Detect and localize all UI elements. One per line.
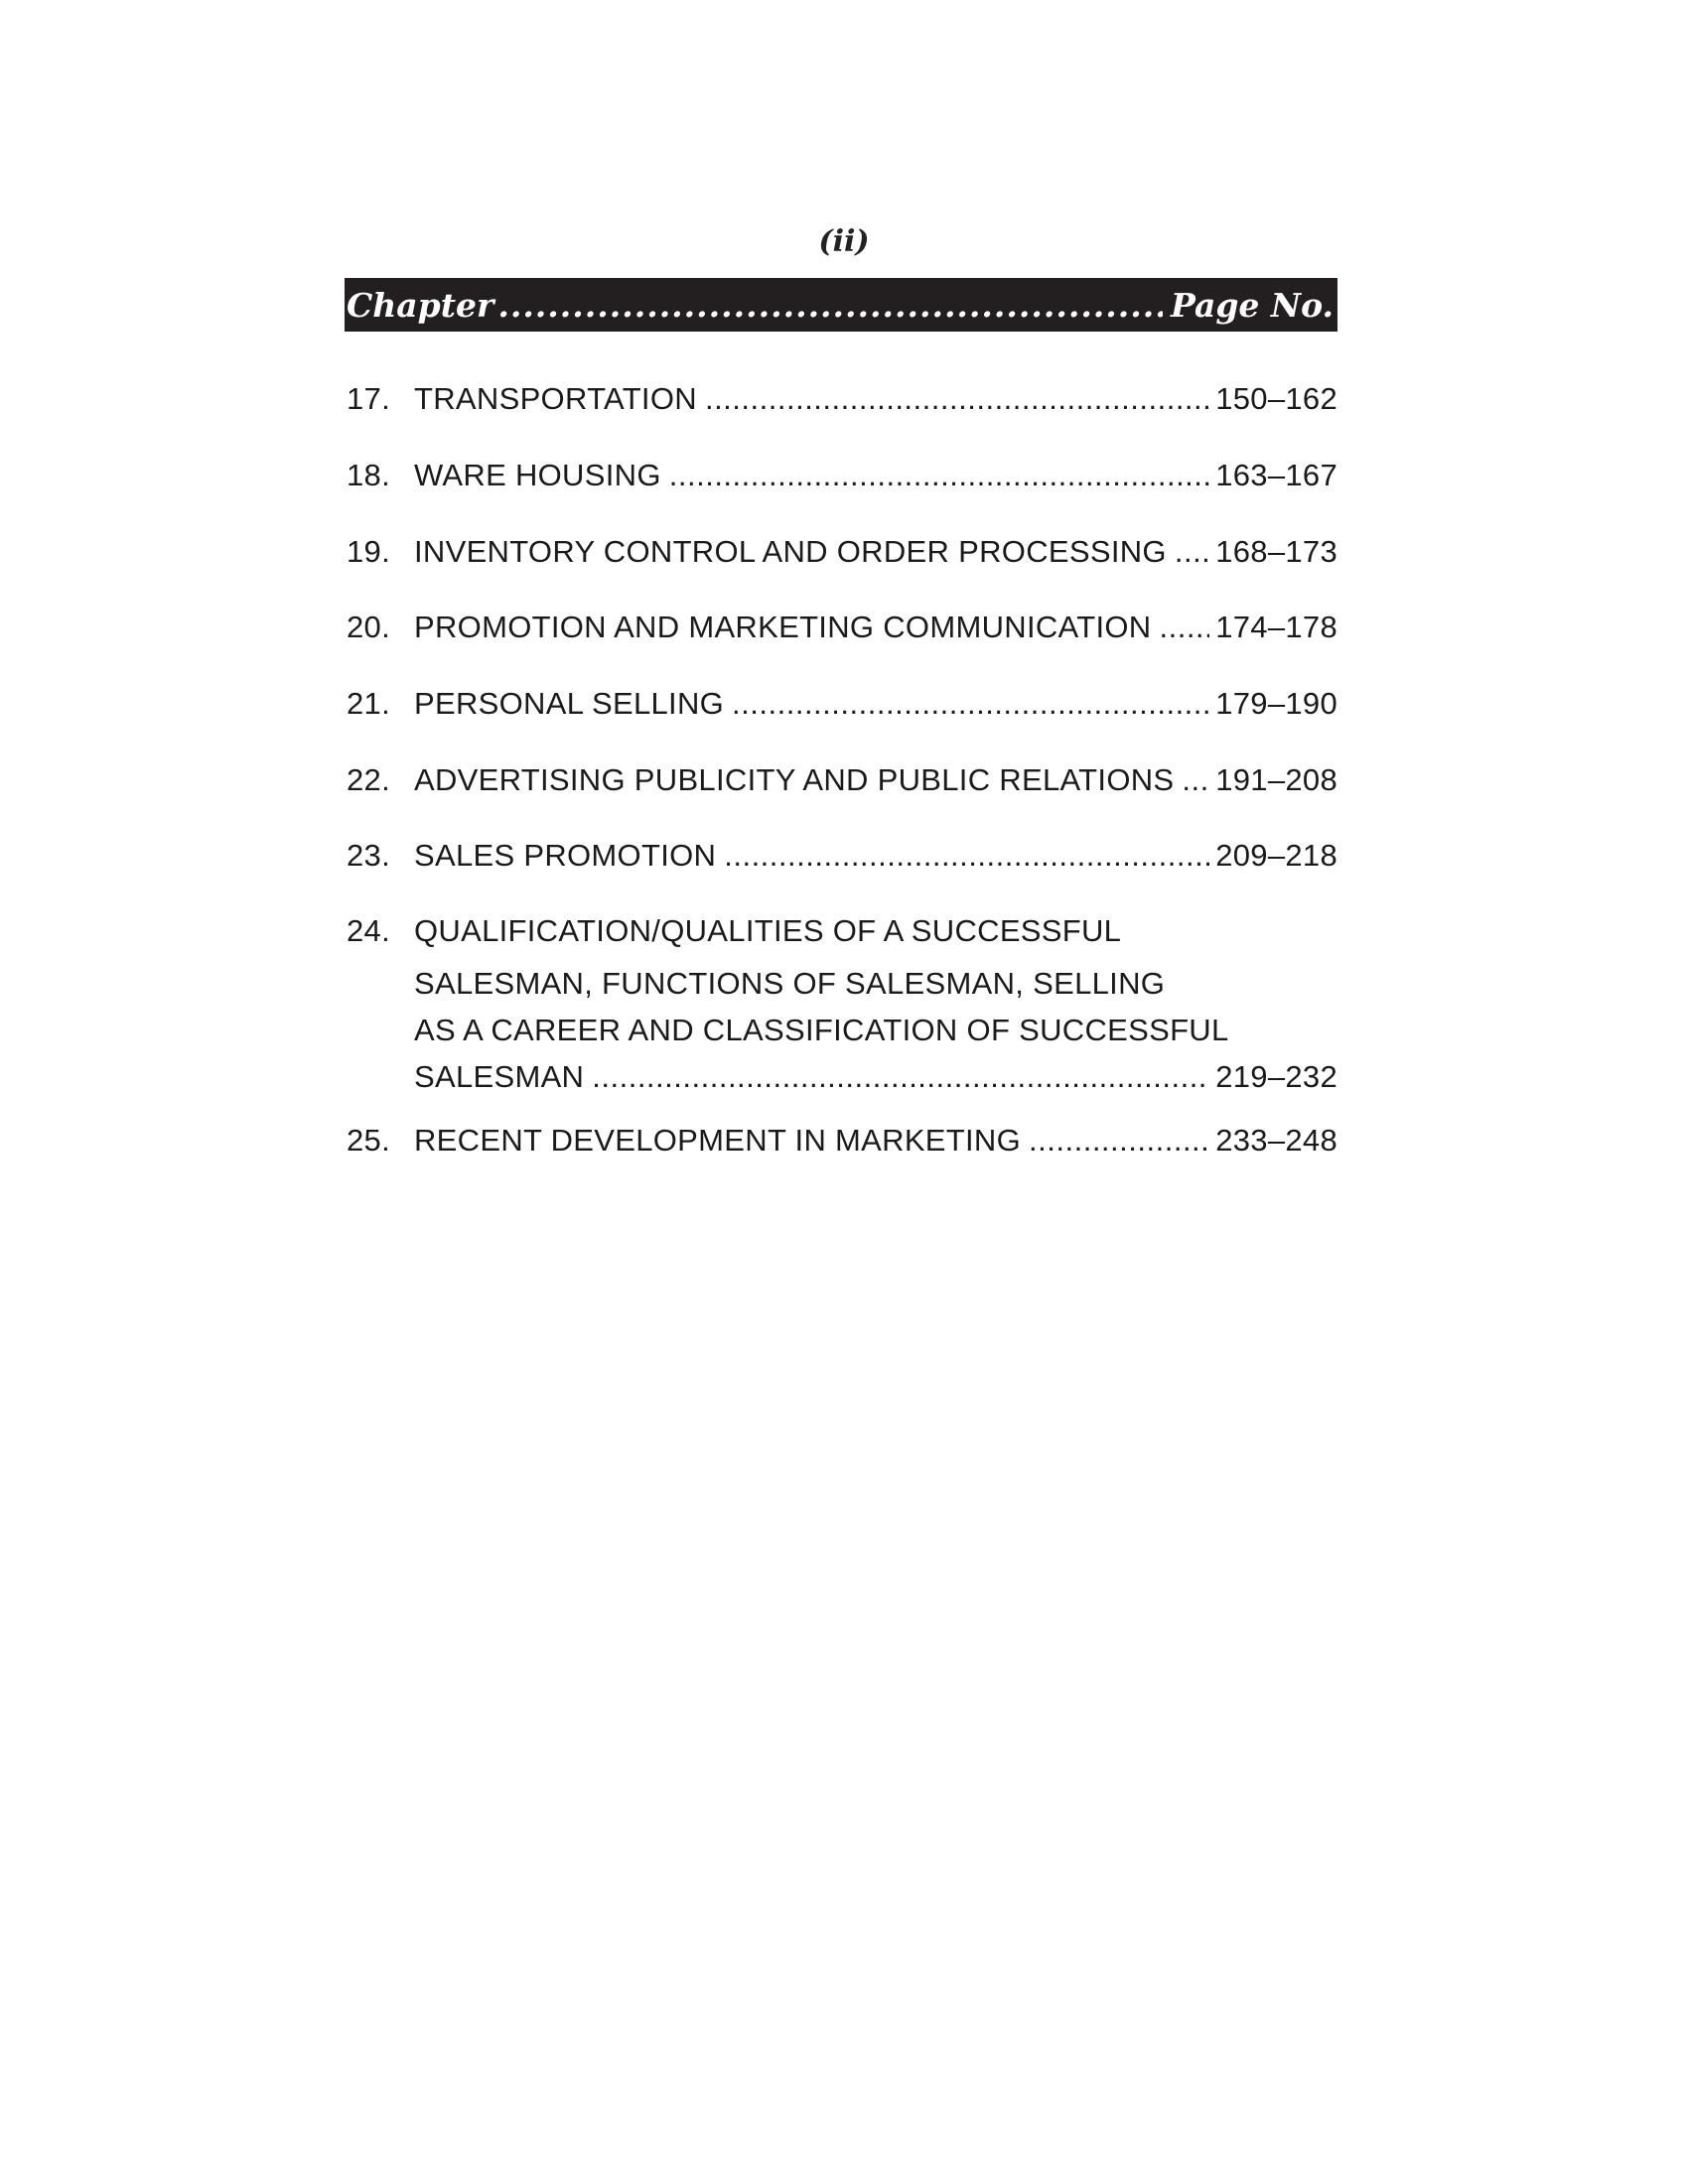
page-range: 168–173 bbox=[1215, 534, 1337, 569]
chapter-number: 18. bbox=[347, 458, 390, 492]
chapter-title-line: SALESMAN, FUNCTIONS OF SALESMAN, SELLING bbox=[414, 966, 1166, 1001]
chapter-number: 25. bbox=[347, 1123, 390, 1158]
toc-entry-25 bbox=[345, 1117, 1337, 1163]
chapter-title: WARE HOUSING bbox=[414, 458, 661, 492]
toc-header-bar bbox=[345, 278, 1337, 332]
chapter-title-line: QUALIFICATION/QUALITIES OF A SUCCESSFUL bbox=[414, 913, 1122, 948]
chapter-column-label: Chapter bbox=[347, 285, 494, 325]
toc-entry-22 bbox=[345, 756, 1337, 803]
dot-leader bbox=[592, 1053, 1209, 1100]
chapter-title: ADVERTISING PUBLICITY AND PUBLIC RELATIONS bbox=[414, 762, 1175, 797]
page-range: 191–208 bbox=[1215, 762, 1337, 797]
chapter-number: 23. bbox=[347, 838, 390, 873]
chapter-number: 17. bbox=[347, 381, 390, 416]
chapter-title: TRANSPORTATION bbox=[414, 381, 697, 416]
chapter-title: RECENT DEVELOPMENT IN MARKETING bbox=[414, 1123, 1022, 1158]
toc-entry-21 bbox=[345, 680, 1337, 727]
chapter-number: 21. bbox=[347, 686, 390, 721]
page-column-label: Page No. bbox=[1171, 285, 1334, 325]
dot-leader bbox=[732, 680, 1209, 727]
toc-entry-24 bbox=[345, 907, 1337, 1100]
dot-leader bbox=[1159, 604, 1209, 650]
chapter-number: 24. bbox=[347, 913, 390, 948]
dot-leader bbox=[1029, 1117, 1209, 1163]
page-range: 179–190 bbox=[1215, 686, 1337, 721]
page-range: 174–178 bbox=[1215, 610, 1337, 644]
header-dot-leader bbox=[497, 286, 1163, 325]
chapter-number: 22. bbox=[347, 762, 390, 797]
chapter-title: INVENTORY CONTROL AND ORDER PROCESSING bbox=[414, 534, 1167, 569]
page-range: 163–167 bbox=[1215, 458, 1337, 492]
page-range: 233–248 bbox=[1215, 1123, 1337, 1158]
chapter-title: SALESMAN bbox=[414, 1059, 585, 1094]
toc-entry-23 bbox=[345, 832, 1337, 879]
dot-leader bbox=[705, 375, 1209, 422]
chapter-title: SALES PROMOTION bbox=[414, 838, 717, 873]
dot-leader bbox=[669, 452, 1209, 498]
chapter-title: PERSONAL SELLING bbox=[414, 686, 725, 721]
chapter-title: PROMOTION AND MARKETING COMMUNICATION bbox=[414, 610, 1152, 644]
toc-entry-20 bbox=[345, 604, 1337, 650]
chapter-title-line: AS A CAREER AND CLASSIFICATION OF SUCCESSFUL bbox=[414, 1013, 1229, 1047]
chapter-number: 20. bbox=[347, 610, 390, 644]
page-range: 209–218 bbox=[1215, 838, 1337, 873]
dot-leader bbox=[1182, 756, 1209, 803]
toc-entry-17 bbox=[345, 375, 1337, 422]
chapter-number: 19. bbox=[347, 534, 390, 569]
dot-leader bbox=[724, 832, 1209, 879]
toc-entry-18 bbox=[345, 452, 1337, 498]
dot-leader bbox=[1175, 528, 1209, 575]
page-range: 150–162 bbox=[1215, 381, 1337, 416]
page-number: (ii) bbox=[818, 224, 870, 259]
page-range: 219–232 bbox=[1215, 1059, 1337, 1094]
toc-entry-19 bbox=[345, 528, 1337, 575]
